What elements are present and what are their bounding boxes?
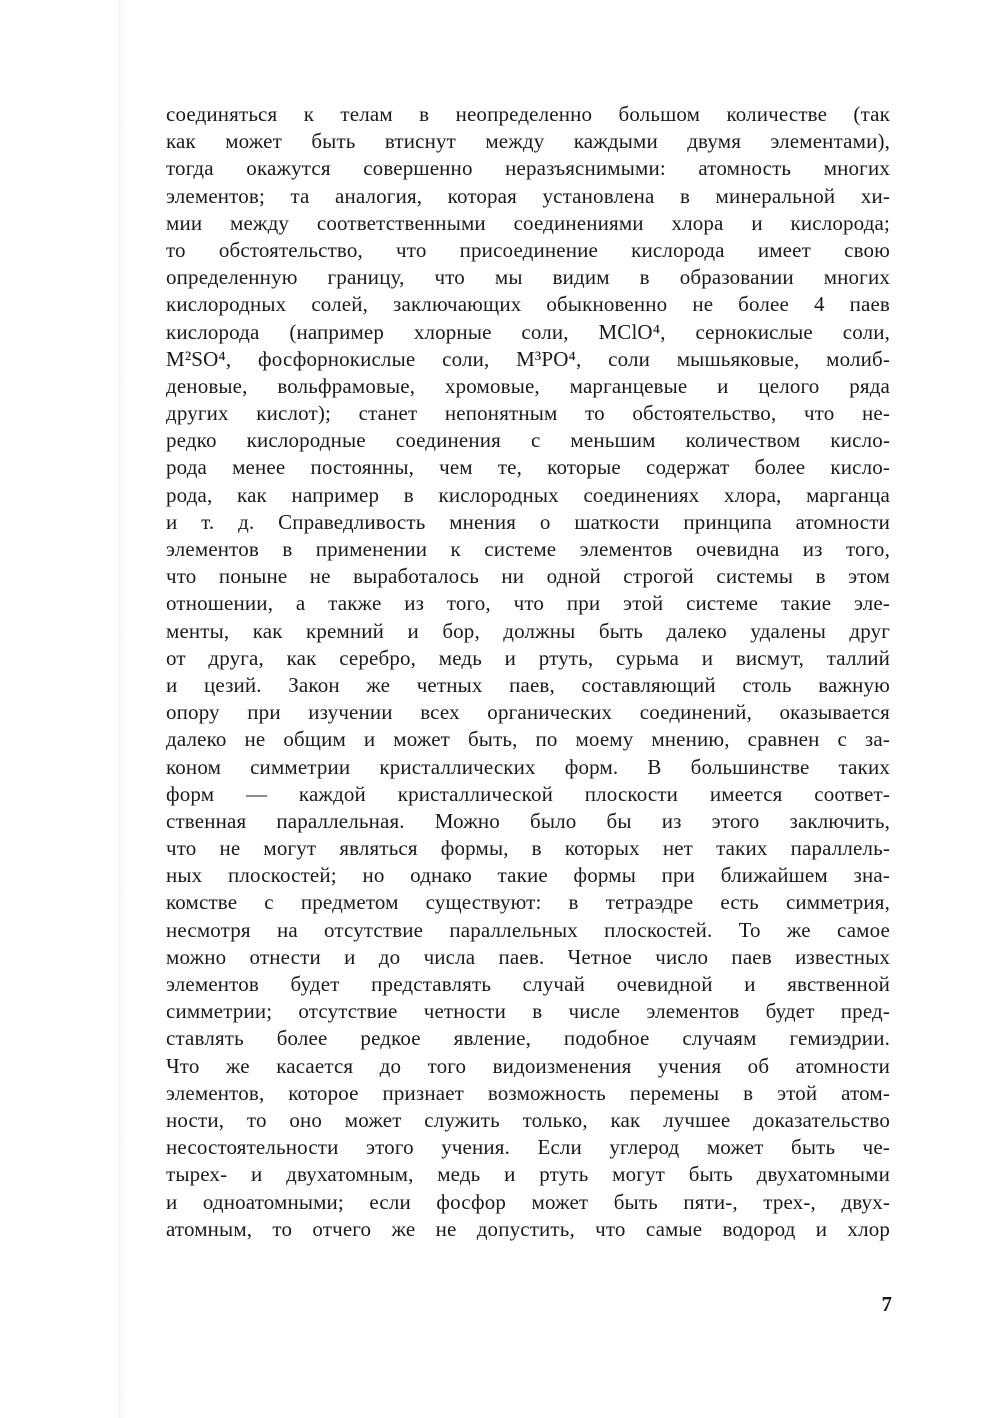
text-line: коном симметрии кристаллических форм. В большинстве таких — [166, 754, 890, 779]
text-line: симметрии; отсутствие четности в числе элементов будет пред- — [166, 999, 890, 1024]
text-line: и цезий. Закон же четных паев, составляющий столь важную — [166, 672, 890, 697]
body-text — [166, 101, 890, 1243]
text-line: что поныне не выработалось ни одной строгой системы в этом — [166, 564, 890, 589]
text-line: элементов, которое признает возможность перемены в этой атом- — [166, 1080, 890, 1105]
text-line: соединяться к телам в неопределенно большом количестве (так — [166, 102, 890, 126]
text-line: менты, как кремний и бор, должны быть далеко удалены друг — [166, 618, 890, 643]
text-line: рода, как например в кислородных соединениях хлора, марганца — [166, 482, 890, 507]
text-line: ных плоскостей; но однако такие формы при ближайшем зна- — [166, 863, 890, 888]
text-line: ставлять более редкое явление, подобное случаям гемиэдрии. — [166, 1026, 890, 1051]
text-line: отношении, а также из того, что при этой системе такие эле- — [166, 591, 890, 616]
page-edge-shadow — [118, 0, 128, 1418]
text-line: можно отнести и до числа паев. Четное число паев известных — [166, 944, 890, 969]
text-line: тырех- и двухатомным, медь и ртуть могут быть двухатомными — [166, 1162, 890, 1187]
text-line: атомным, то отчего же не допустить, что самые водород и хлор — [166, 1216, 890, 1241]
text-line: несмотря на отсутствие параллельных плоскостей. То же самое — [166, 917, 890, 942]
text-line: то обстоятельство, что присоединение кислорода имеет свою — [166, 237, 890, 262]
text-line: ности, то оно может служить только, как лучшее доказательство — [166, 1107, 890, 1132]
text-line: редко кислородные соединения с меньшим количеством кисло- — [166, 428, 890, 453]
text-line: определенную границу, что мы видим в образовании многих — [166, 265, 890, 290]
text-line: Что же касается до того видоизменения учения об атомности — [166, 1053, 890, 1078]
text-line: других кислот); станет непонятным то обстоятельство, что не- — [166, 401, 890, 426]
text-line: несостоятельности этого учения. Если углерод может быть че- — [166, 1135, 890, 1160]
text-line: как может быть втиснут между каждыми двумя элементами), — [166, 129, 890, 154]
text-line: мии между соответственными соединениями хлора и кислорода; — [166, 210, 890, 235]
text-line: и одноатомными; если фосфор может быть пяти-, трех-, двух- — [166, 1189, 890, 1214]
page-number: 7 — [881, 1292, 892, 1316]
text-line: тогда окажутся совершенно неразъяснимыми: атомность многих — [166, 156, 890, 181]
text-line: M²SO⁴, фосфорнокислые соли, M³PO⁴, соли мышьяковые, молиб- — [166, 346, 890, 371]
text-line: что не могут являться формы, в которых нет таких параллель- — [166, 836, 890, 861]
text-line: комстве с предметом существуют: в тетраэдре есть симметрия, — [166, 890, 890, 915]
text-line: форм — каждой кристаллической плоскости имеется соответ- — [166, 781, 890, 806]
text-line: деновые, вольфрамовые, хромовые, марганцевые и целого ряда — [166, 373, 890, 398]
text-line: элементов будет представлять случай очевидной и явственной — [166, 972, 890, 996]
text-line: элементов; та аналогия, которая установлена в минеральной хи- — [166, 183, 890, 208]
text-line: и т. д. Справедливость мнения о шаткости принципа атомности — [166, 509, 890, 534]
text-line: от друга, как серебро, медь и ртуть, сурьма и висмут, таллий — [166, 645, 890, 670]
text-line: опору при изучении всех органических соединений, оказывается — [166, 700, 890, 725]
text-line: кислородных солей, заключающих обыкновенно не более 4 паев — [166, 292, 890, 317]
text-line: рода менее постоянны, чем те, которые содержат более кисло- — [166, 455, 890, 480]
text-line: ственная параллельная. Можно было бы из этого заключить, — [166, 808, 890, 833]
text-line: элементов в применении к системе элементов очевидна из того, — [166, 537, 890, 561]
text-line: кислорода (например хлорные соли, MClO⁴, сернокислые соли, — [166, 319, 890, 344]
text-line: далеко не общим и может быть, по моему мнению, сравнен с за- — [166, 727, 890, 752]
